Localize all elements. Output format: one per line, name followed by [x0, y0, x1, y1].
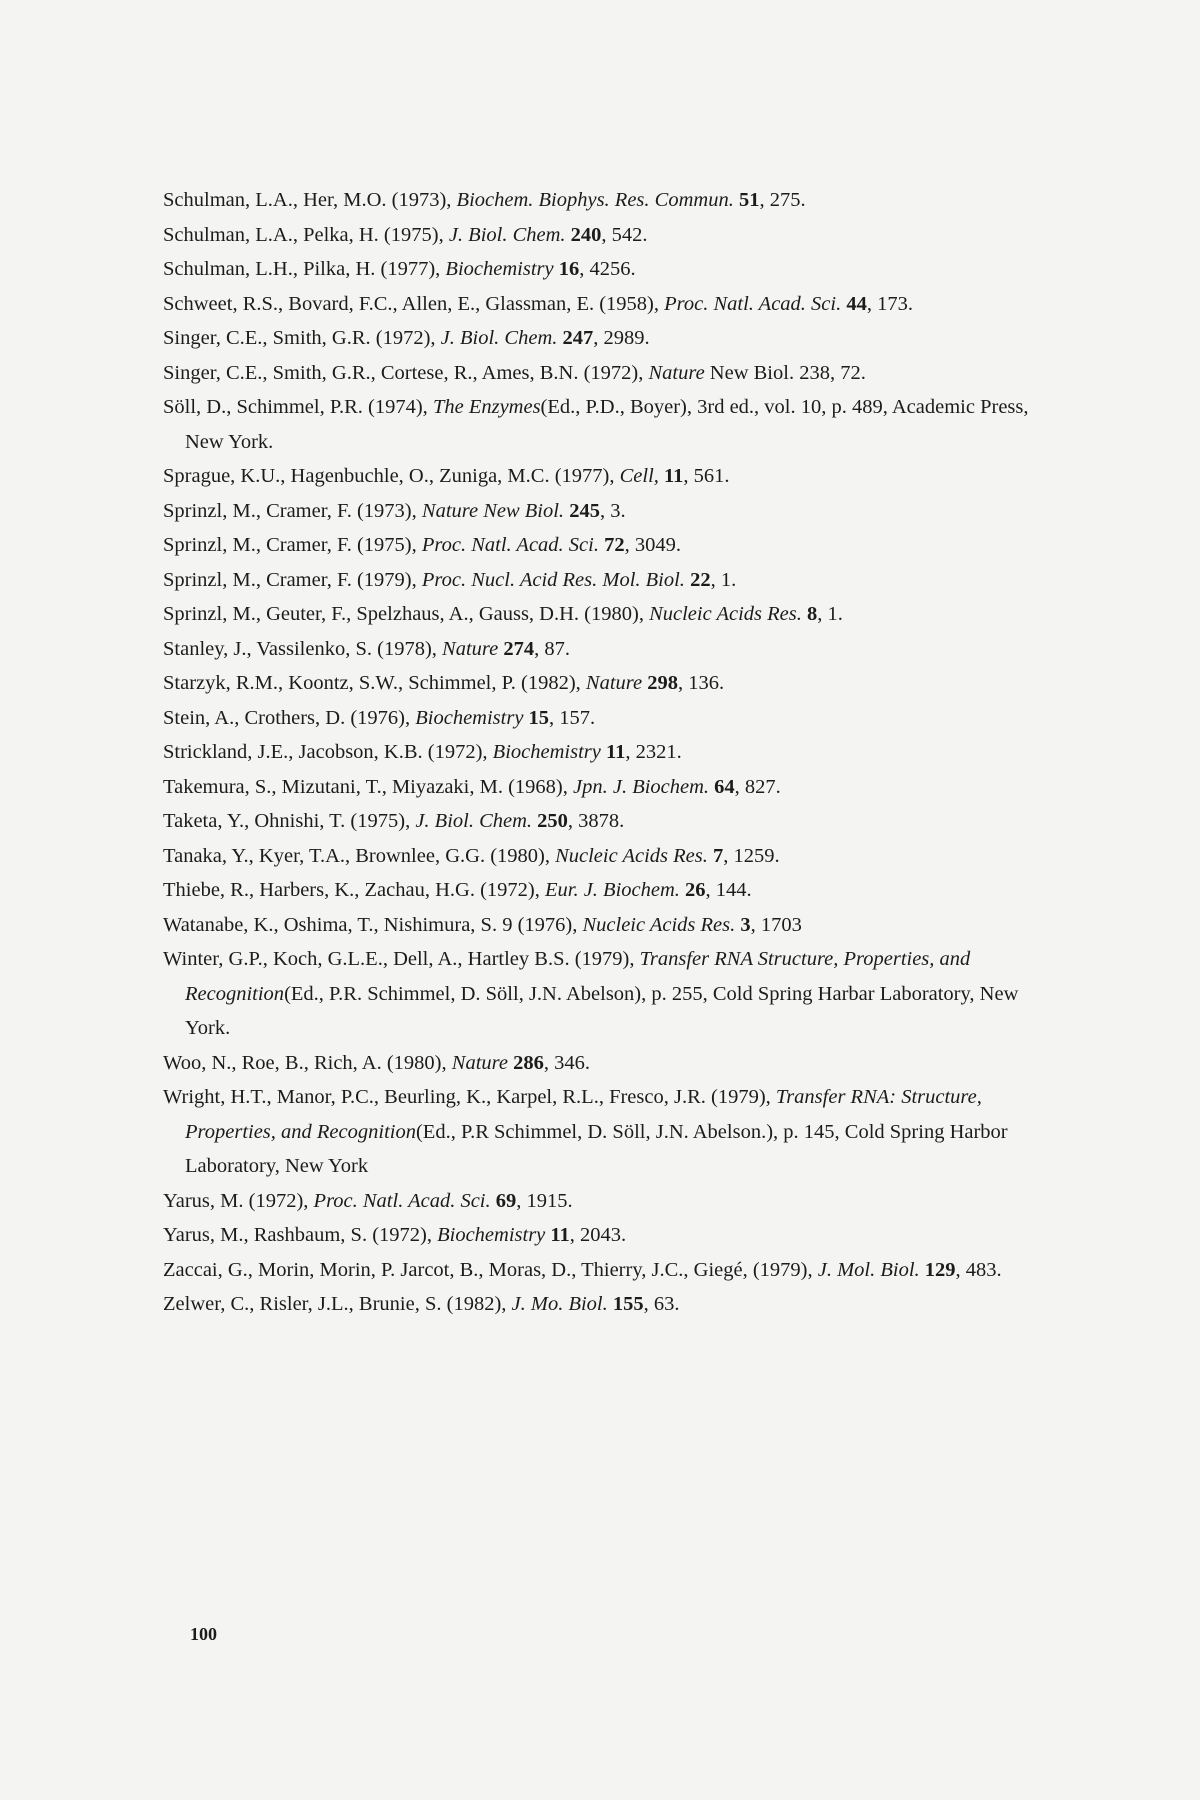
reference-authors-year: Singer, C.E., Smith, G.R., Cortese, R., Ames, B.N. (1972),: [163, 361, 649, 384]
reference-pages: , 3049.: [624, 534, 681, 556]
reference-authors-year: Tanaka, Y., Kyer, T.A., Brownlee, G.G. (1980),: [163, 844, 556, 867]
reference-volume: 7: [707, 844, 724, 867]
reference-journal: J. Biol. Chem.: [448, 223, 566, 246]
reference-authors-year: Sprinzl, M., Cramer, F. (1973),: [163, 499, 422, 522]
reference-pages: , 1915.: [516, 1189, 573, 1212]
reference-pages: , 346.: [543, 1051, 590, 1074]
reference-entry: [163, 1184, 1043, 1219]
reference-authors-year: Stein, A., Crothers, D. (1976),: [163, 706, 416, 729]
reference-volume: 16: [553, 258, 580, 280]
reference-authors-year: Schulman, L.A., Her, M.O. (1973),: [163, 189, 457, 211]
reference-volume: 247: [557, 327, 594, 349]
reference-journal: Nucleic Acids Res.: [582, 913, 736, 936]
reference-pages: New Biol. 238, 72.: [704, 361, 866, 384]
reference-list: [163, 183, 1043, 1322]
reference-journal: Biochemistry: [437, 1224, 546, 1246]
reference-volume: 274: [498, 637, 535, 660]
reference-pages: , 2989.: [593, 327, 650, 349]
reference-journal: Biochem. Biophys. Res. Commun.: [456, 189, 734, 211]
reference-authors-year: Yarus, M., Rashbaum, S. (1972),: [163, 1224, 438, 1246]
reference-entry: [163, 1046, 1043, 1081]
reference-journal: Nature: [585, 672, 643, 694]
reference-journal: Biochemistry: [415, 706, 524, 729]
reference-journal: Nucleic Acids Res.: [555, 844, 708, 867]
reference-authors-year: Sprinzl, M., Cramer, F. (1979),: [163, 568, 422, 591]
reference-authors-year: Woo, N., Roe, B., Rich, A. (1980),: [163, 1051, 452, 1074]
reference-volume: 69: [490, 1189, 517, 1212]
reference-entry: [163, 666, 1043, 701]
reference-entry: [163, 459, 1043, 494]
reference-volume: 240: [565, 223, 602, 246]
reference-journal: Transfer RNA Structure, Properties, and Recognition: [185, 948, 971, 1005]
reference-journal: Jpn. J. Biochem.: [573, 775, 710, 798]
reference-entry: [163, 356, 1043, 391]
reference-authors-year: Takemura, S., Mizutani, T., Miyazaki, M. (1968),: [163, 775, 573, 798]
reference-journal: Nature New Biol.: [421, 499, 565, 522]
reference-authors-year: Yarus, M. (1972),: [163, 1189, 314, 1212]
reference-entry: [163, 390, 1043, 459]
reference-volume: 64: [709, 775, 735, 798]
reference-pages: , 144.: [705, 879, 752, 901]
reference-authors-year: Winter, G.P., Koch, G.L.E., Dell, A., Hartley B.S. (1979),: [163, 948, 640, 970]
reference-journal: Eur. J. Biochem.: [544, 879, 680, 901]
reference-journal: J. Biol. Chem.: [415, 810, 533, 832]
reference-volume: 11: [545, 1224, 570, 1246]
reference-journal: J. Mol. Biol.: [817, 1258, 920, 1281]
reference-volume: 44: [841, 292, 867, 315]
reference-volume: 3: [735, 913, 751, 936]
reference-entry: [163, 252, 1043, 287]
reference-authors-year: Söll, D., Schimmel, P.R. (1974),: [163, 396, 433, 418]
reference-pages: , 2321.: [625, 741, 682, 763]
reference-volume: 15: [523, 706, 550, 729]
reference-authors-year: Taketa, Y., Ohnishi, T. (1975),: [163, 810, 416, 832]
reference-volume: 250: [532, 810, 568, 832]
reference-authors-year: Stanley, J., Vassilenko, S. (1978),: [163, 637, 443, 660]
reference-volume: 26: [679, 879, 706, 901]
reference-entry: [163, 1287, 1043, 1322]
reference-pages: , 157.: [549, 706, 596, 729]
reference-pages: , 1.: [710, 568, 737, 591]
reference-authors-year: Zelwer, C., Risler, J.L., Brunie, S. (1982),: [163, 1293, 512, 1315]
reference-entry: [163, 597, 1043, 632]
reference-entry: [163, 770, 1043, 805]
reference-entry: [163, 632, 1043, 667]
reference-journal: Proc. Natl. Acad. Sci.: [421, 534, 599, 556]
reference-journal: The Enzymes: [432, 396, 541, 418]
reference-pages: , 1259.: [723, 844, 780, 867]
reference-authors-year: Zaccai, G., Morin, Morin, P. Jarcot, B., Moras, D., Thierry, J.C., Giegé, (1979),: [163, 1258, 818, 1281]
reference-journal: Proc. Natl. Acad. Sci.: [664, 292, 842, 315]
reference-entry: [163, 735, 1043, 770]
reference-pages: , 3.: [599, 499, 626, 522]
reference-volume: 22: [684, 568, 711, 591]
reference-entry: [163, 563, 1043, 598]
reference-volume: 72: [598, 534, 625, 556]
reference-volume: 11: [600, 741, 626, 763]
reference-entry: [163, 321, 1043, 356]
reference-journal: Cell,: [619, 465, 659, 487]
reference-authors-year: Thiebe, R., Harbers, K., Zachau, H.G. (1972),: [163, 879, 545, 901]
reference-entry: [163, 839, 1043, 874]
reference-authors-year: Strickland, J.E., Jacobson, K.B. (1972),: [163, 741, 493, 763]
reference-pages: , 483.: [955, 1258, 1002, 1281]
reference-pages: , 2043.: [569, 1224, 627, 1246]
reference-authors-year: Schulman, L.A., Pelka, H. (1975),: [163, 223, 449, 246]
reference-authors-year: Sprinzl, M., Geuter, F., Spelzhaus, A., Gauss, D.H. (1980),: [163, 603, 650, 625]
reference-journal: Proc. Natl. Acad. Sci.: [313, 1189, 491, 1212]
reference-entry: [163, 804, 1043, 839]
reference-volume: 155: [607, 1293, 644, 1315]
reference-pages: (Ed., P.R Schimmel, D. Söll, J.N. Abelson.), p. 145, Cold Spring Harbor Laboratory, New York: [185, 1120, 1008, 1177]
reference-entry: [163, 908, 1043, 943]
reference-authors-year: Singer, C.E., Smith, G.R. (1972),: [163, 327, 441, 349]
reference-entry: [163, 701, 1043, 736]
reference-entry: [163, 528, 1043, 563]
reference-pages: , 1.: [817, 603, 843, 625]
reference-volume: 245: [564, 499, 600, 522]
reference-authors-year: Sprinzl, M., Cramer, F. (1975),: [163, 534, 422, 556]
reference-journal: Nature: [442, 637, 499, 660]
reference-volume: 11: [658, 465, 684, 487]
reference-authors-year: Wright, H.T., Manor, P.C., Beurling, K., Karpel, R.L., Fresco, J.R. (1979),: [163, 1086, 776, 1108]
reference-entry: [163, 218, 1043, 253]
reference-pages: , 275.: [759, 189, 806, 211]
reference-pages: , 87.: [534, 637, 570, 660]
reference-journal: J. Biol. Chem.: [440, 327, 558, 349]
reference-pages: (Ed., P.D., Boyer), 3rd ed., vol. 10, p. 489, Academic Press, New York.: [185, 396, 1029, 453]
reference-volume: 8: [801, 603, 818, 625]
reference-authors-year: Sprague, K.U., Hagenbuchle, O., Zuniga, M.C. (1977),: [163, 465, 620, 487]
reference-journal: J. Mo. Biol.: [511, 1293, 608, 1315]
reference-journal: Biochemistry: [492, 741, 601, 763]
reference-volume: 51: [733, 189, 760, 211]
reference-journal: Nature: [451, 1051, 508, 1074]
reference-volume: 129: [919, 1258, 956, 1281]
reference-pages: , 63.: [643, 1293, 680, 1315]
reference-authors-year: Starzyk, R.M., Koontz, S.W., Schimmel, P. (1982),: [163, 672, 586, 694]
reference-journal: Nature: [648, 361, 705, 384]
reference-pages: , 827.: [734, 775, 781, 798]
reference-pages: , 3878.: [567, 810, 625, 832]
reference-pages: , 542.: [601, 223, 648, 246]
reference-entry: [163, 494, 1043, 529]
reference-entry: [163, 183, 1043, 218]
reference-authors-year: Watanabe, K., Oshima, T., Nishimura, S. 9 (1976),: [163, 913, 583, 936]
reference-volume: 286: [507, 1051, 544, 1074]
reference-journal: Proc. Nucl. Acid Res. Mol. Biol.: [421, 568, 685, 591]
reference-pages: , 4256.: [579, 258, 636, 280]
reference-pages: , 136.: [677, 672, 725, 694]
reference-entry: [163, 1080, 1043, 1184]
reference-entry: [163, 1218, 1043, 1253]
reference-pages: , 561.: [683, 465, 730, 487]
reference-entry: [163, 873, 1043, 908]
reference-journal: Transfer RNA: Structure, Properties, and Recognition: [185, 1086, 982, 1143]
reference-journal: Biochemistry: [445, 258, 554, 280]
reference-pages: (Ed., P.R. Schimmel, D. Söll, J.N. Abelson), p. 255, Cold Spring Harbar Laboratory, New York.: [185, 982, 1019, 1039]
reference-authors-year: Schulman, L.H., Pilka, H. (1977),: [163, 258, 446, 280]
reference-entry: [163, 1253, 1043, 1288]
reference-entry: [163, 287, 1043, 322]
reference-pages: , 1703: [750, 913, 802, 936]
page-number: 100: [190, 1624, 217, 1644]
reference-pages: , 173.: [866, 292, 913, 315]
reference-authors-year: Schweet, R.S., Bovard, F.C., Allen, E., Glassman, E. (1958),: [163, 292, 665, 315]
reference-entry: [163, 942, 1043, 1046]
reference-volume: 298: [642, 672, 678, 694]
reference-journal: Nucleic Acids Res.: [649, 603, 802, 625]
